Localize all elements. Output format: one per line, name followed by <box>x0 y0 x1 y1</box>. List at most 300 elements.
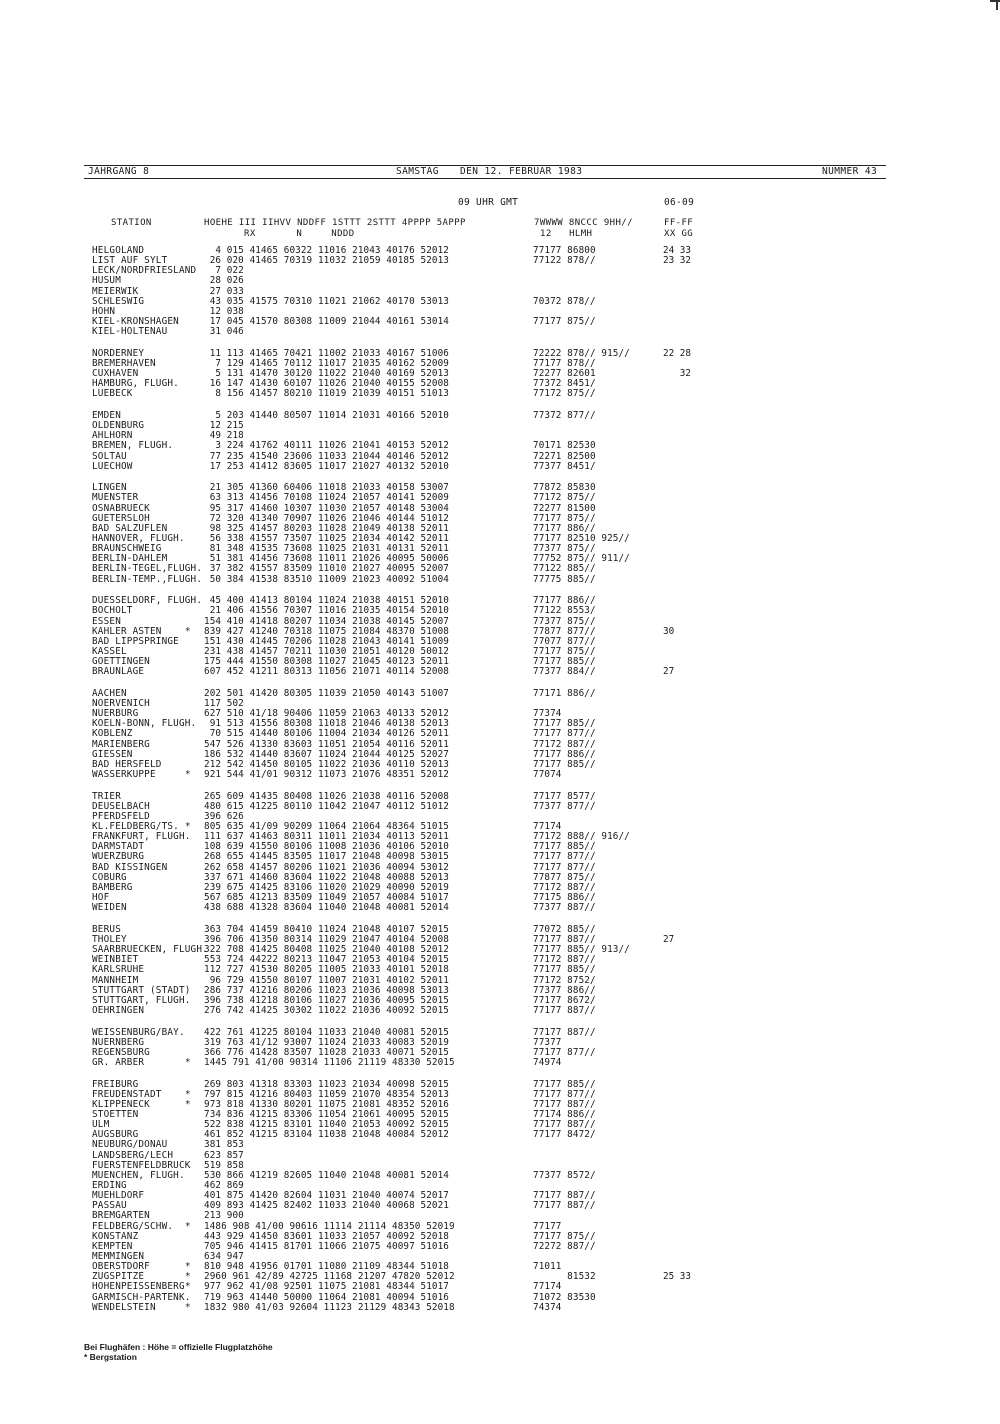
mountain-marker: * <box>185 1056 191 1068</box>
extra-codes: 77377 884// <box>533 666 596 678</box>
gust-values: 22 28 <box>663 347 691 359</box>
nummer: NUMMER 43 <box>822 166 878 177</box>
station-name: NUERNBERG <box>92 1036 145 1048</box>
gust-values: 24 33 <box>663 245 691 256</box>
synop-codes: 396 706 41350 80314 11029 21047 40104 52008 <box>204 933 449 945</box>
synop-codes: 547 526 41330 83603 11051 21054 40116 52011 <box>204 738 449 750</box>
station-name: KASSEL <box>92 645 127 657</box>
station-name: BAD HERSFELD <box>92 758 162 770</box>
synop-codes: 381 853 <box>204 1139 244 1151</box>
synop-codes: 607 452 41211 80313 11056 21071 40114 52008 <box>204 666 449 678</box>
synop-codes: 8 156 41457 80210 11019 21039 40151 51013 <box>204 388 449 400</box>
table-row <box>92 575 912 585</box>
station-name: HOHENPEISSENBERG <box>92 1281 185 1293</box>
col-codes-2: RX N NDDD <box>244 229 355 239</box>
extra-codes: 77177 8672/ <box>533 994 596 1006</box>
extra-codes: 77177 877// <box>533 861 596 873</box>
synop-codes: 37 382 41557 83509 11010 21027 40095 52007 <box>204 563 449 575</box>
extra-codes: 77072 885// <box>533 923 596 935</box>
station-name: KL.FELDBERG/TS. <box>92 821 179 833</box>
station-name: WEIDEN <box>92 902 127 914</box>
station-name: BERLIN-TEMP.,FLUGH. <box>92 573 203 585</box>
extra-codes: 77172 887// <box>533 738 596 750</box>
extra-codes: 72277 81500 <box>533 502 596 514</box>
station-name: WEINBIET <box>92 954 139 966</box>
station-name: LANDSBERG/LECH <box>92 1149 174 1161</box>
table-row <box>92 606 912 616</box>
extra-codes: 77177 887// <box>533 1190 596 1202</box>
mountain-marker: * <box>185 768 191 780</box>
extra-codes: 77177 887// <box>533 1004 596 1016</box>
synop-codes: 12 038 <box>204 305 244 317</box>
extra-codes: 77172 8752/ <box>533 974 596 986</box>
station-name: KLIPPENECK <box>92 1098 150 1110</box>
synop-codes: 269 803 41318 83303 11023 21034 40098 52015 <box>204 1078 449 1090</box>
synop-codes: 5 203 41440 80507 11014 21031 40166 52010 <box>204 409 449 421</box>
synop-codes: 112 727 41530 80205 11005 21033 40101 52018 <box>204 964 449 976</box>
table-row <box>92 441 912 451</box>
station-group <box>92 349 912 400</box>
extra-codes: 71011 <box>533 1261 562 1273</box>
station-name: GOETTINGEN <box>92 656 150 668</box>
mountain-marker: * <box>185 1271 191 1283</box>
station-name: PFERDSFELD <box>92 810 150 822</box>
synop-codes: 77 235 41540 23606 11033 21044 40146 52012 <box>204 450 449 462</box>
synop-codes: 553 724 44222 80213 11047 21053 40104 52015 <box>204 954 449 966</box>
table-row <box>92 389 912 399</box>
extra-codes: 77177 878// <box>533 357 596 369</box>
synop-codes: 2960 961 42/89 42725 11168 21207 47820 52012 <box>204 1271 455 1283</box>
table-row <box>92 462 912 472</box>
synop-codes: 530 866 41219 82605 11040 21048 40081 52014 <box>204 1169 449 1181</box>
synop-codes: 11 113 41465 70421 11002 21033 40167 51006 <box>204 347 449 359</box>
extra-codes: 77372 877// <box>533 409 596 421</box>
synop-codes: 7 129 41465 70112 11017 21035 40162 52009 <box>204 357 449 369</box>
station-name: FREIBURG <box>92 1078 139 1090</box>
station-name: AUGSBURG <box>92 1129 139 1141</box>
station-name: BREMGARTEN <box>92 1210 150 1222</box>
synop-codes: 151 430 41445 70206 11028 21043 40141 51009 <box>204 635 449 647</box>
station-name: BRAUNLAGE <box>92 666 145 678</box>
synop-codes: 265 609 41435 80408 11026 21038 40116 52008 <box>204 790 449 802</box>
synop-codes: 422 761 41225 80104 11033 21040 40081 52015 <box>204 1026 449 1038</box>
synop-codes: 810 948 41956 01701 11080 21109 48344 51018 <box>204 1261 449 1273</box>
extra-codes: 77377 <box>533 1036 562 1048</box>
synop-codes: 319 763 41/12 93007 11024 21033 40083 52019 <box>204 1036 449 1048</box>
extra-codes: 77177 8472/ <box>533 1129 596 1141</box>
synop-codes: 202 501 41420 80305 11039 21050 40143 51007 <box>204 687 449 699</box>
station-name: MUEHLDORF <box>92 1190 145 1202</box>
synop-codes: 805 635 41/09 90209 11064 21064 48364 51015 <box>204 821 449 833</box>
extra-codes: 72277 82601 <box>533 368 596 380</box>
extra-codes: 77177 877// <box>533 1088 596 1100</box>
synop-codes: 43 035 41575 70310 11021 21062 40170 53013 <box>204 295 449 307</box>
synop-codes: 262 658 41457 80206 11021 21036 40094 53012 <box>204 861 449 873</box>
extra-codes: 77177 877// <box>533 1046 596 1058</box>
synop-codes: 396 738 41218 80106 11027 21036 40095 52015 <box>204 994 449 1006</box>
extra-codes: 77174 <box>533 821 562 833</box>
synop-codes: 28 026 <box>204 275 244 287</box>
station-name: MUENCHEN, FLUGH. <box>92 1169 185 1181</box>
col-ext-2: 12 HLMH <box>540 229 593 239</box>
extra-codes: 77177 885// 913// <box>533 944 630 956</box>
station-name: KIEL-HOLTENAU <box>92 326 168 338</box>
synop-codes: 396 626 <box>204 810 244 822</box>
station-name: BREMEN, FLUGH. <box>92 440 174 452</box>
extra-codes: 77177 875// <box>533 512 596 524</box>
station-name: GARMISCH-PARTENK. <box>92 1291 191 1303</box>
station-name: LIST AUF SYLT <box>92 255 168 267</box>
extra-codes: 77177 885// <box>533 718 596 730</box>
station-group <box>92 792 912 914</box>
extra-codes: 77177 887// <box>533 1098 596 1110</box>
extra-codes: 77177 885// <box>533 1078 596 1090</box>
station-group <box>92 925 912 1016</box>
synop-codes: 16 147 41430 60107 11026 21040 40155 52008 <box>204 378 449 390</box>
synop-codes: 63 313 41456 70108 11024 21057 40141 52009 <box>204 492 449 504</box>
station-name: DEUSELBACH <box>92 800 150 812</box>
extra-codes: 77122 8553/ <box>533 605 596 617</box>
extra-codes: 77177 886// <box>533 748 596 760</box>
station-name: HOHN <box>92 305 116 317</box>
extra-codes: 77171 886// <box>533 687 596 699</box>
extra-codes: 71072 83530 <box>533 1291 596 1303</box>
col-ff-2: XX GG <box>664 229 694 239</box>
extra-codes: 77172 887// <box>533 954 596 966</box>
station-name: SAARBRUECKEN, FLUGH. <box>92 944 208 956</box>
station-name: GUETERSLOH <box>92 512 150 524</box>
synop-codes: 231 438 41457 70211 11030 21051 40120 50012 <box>204 645 449 657</box>
station-name: REGENSBURG <box>92 1046 150 1058</box>
station-name: SOLTAU <box>92 450 127 462</box>
synop-codes: 977 962 41/08 92501 11075 21081 48344 51017 <box>204 1281 449 1293</box>
extra-codes: 70372 878// <box>533 295 596 307</box>
synop-codes: 719 963 41440 50000 11064 21081 40094 51016 <box>204 1291 449 1303</box>
extra-codes: 77172 875// <box>533 388 596 400</box>
synop-codes: 21 406 41556 70307 11016 21035 40154 52010 <box>204 605 449 617</box>
station-name: MEMMINGEN <box>92 1251 145 1263</box>
extra-codes: 77122 885// <box>533 563 596 575</box>
station-name: BERLIN-DAHLEM <box>92 553 168 565</box>
synop-codes: 1486 908 41/00 90616 11114 21114 48350 52019 <box>204 1220 455 1232</box>
station-name: FREUDENSTADT <box>92 1088 162 1100</box>
synop-codes: 268 655 41445 83505 11017 21048 40098 53015 <box>204 851 449 863</box>
col-station: STATION <box>111 218 152 228</box>
synop-codes: 366 776 41428 83507 11028 21033 40071 52015 <box>204 1046 449 1058</box>
extra-codes: 77377 8572/ <box>533 1169 596 1181</box>
synop-codes: 623 857 <box>204 1149 244 1161</box>
extra-codes: 77177 877// <box>533 728 596 740</box>
station-name: BERLIN-TEGEL,FLUGH. <box>92 563 203 575</box>
extra-codes: 81532 <box>533 1271 596 1283</box>
station-name: TRIER <box>92 790 121 802</box>
extra-codes: 77174 <box>533 1281 562 1293</box>
extra-codes: 77172 887// <box>533 881 596 893</box>
station-name: BREMERHAVEN <box>92 357 156 369</box>
synop-codes: 98 325 41457 80203 11028 21049 40138 52011 <box>204 522 449 534</box>
extra-codes: 77177 886// <box>533 522 596 534</box>
synop-codes: 4 015 41465 60322 11016 21043 40176 52012 <box>204 245 449 256</box>
extra-codes: 77177 875// <box>533 315 596 327</box>
synop-codes: 3 224 41762 40111 11026 21041 40153 52012 <box>204 440 449 452</box>
extra-codes: 77177 875// <box>533 1230 596 1242</box>
extra-codes: 77377 887// <box>533 902 596 914</box>
synop-codes: 522 838 41215 83101 11040 21053 40092 52015 <box>204 1119 449 1131</box>
synop-codes: 91 513 41556 80308 11018 21046 40138 52013 <box>204 718 449 730</box>
station-name: STOETTEN <box>92 1109 139 1121</box>
station-name: FUERSTENFELDBRUCK <box>92 1159 191 1171</box>
extra-codes: 72271 82500 <box>533 450 596 462</box>
station-group <box>92 246 912 337</box>
extra-codes: 77177 886// <box>533 595 596 607</box>
mountain-marker: * <box>185 625 191 637</box>
station-name: BOCHOLT <box>92 605 133 617</box>
synop-codes: 363 704 41459 80410 11024 21048 40107 52015 <box>204 923 449 935</box>
extra-codes: 77177 <box>533 1220 562 1232</box>
table-row <box>92 327 912 337</box>
station-name: WENDELSTEIN <box>92 1301 156 1313</box>
synop-codes: 21 305 41360 60406 11018 21033 40158 53007 <box>204 482 449 494</box>
table-row <box>92 903 912 913</box>
extra-codes: 77177 877// <box>533 851 596 863</box>
station-group <box>92 596 912 677</box>
synop-codes: 627 510 41/18 90406 11059 21063 40133 52012 <box>204 708 449 720</box>
table-row <box>92 1058 912 1068</box>
station-name: DARMSTADT <box>92 841 145 853</box>
gust-values: 32 <box>663 368 691 380</box>
synop-codes: 17 045 41570 80308 11009 21044 40161 53014 <box>204 315 449 327</box>
extra-codes: 77177 887// <box>533 933 596 945</box>
station-name: COBURG <box>92 871 127 883</box>
synop-codes: 462 869 <box>204 1180 244 1192</box>
date: DEN 12. FEBRUAR 1983 <box>460 166 583 177</box>
table-row <box>92 770 912 780</box>
col-codes: HOEHE III IIHVV NDDFF 1STTT 2STTT 4PPPP 5APPP <box>204 218 466 228</box>
station-name: ESSEN <box>92 615 121 627</box>
station-name: KAHLER ASTEN <box>92 625 162 637</box>
extra-codes: 74374 <box>533 1301 562 1313</box>
station-name: OLDENBURG <box>92 420 145 432</box>
synop-codes: 26 020 41465 70319 11032 21059 40185 52013 <box>204 255 449 267</box>
station-name: NORDERNEY <box>92 347 145 359</box>
station-name: PASSAU <box>92 1200 127 1212</box>
synop-codes: 921 544 41/01 90312 11073 21076 48351 52012 <box>204 768 449 780</box>
extra-codes: 77177 875// <box>533 645 596 657</box>
station-name: OSNABRUECK <box>92 502 150 514</box>
synop-codes: 31 046 <box>204 326 244 338</box>
synop-codes: 50 384 41538 83510 11009 21023 40092 51004 <box>204 573 449 585</box>
jahrgang: JAHRGANG 8 <box>88 166 150 177</box>
station-name: GR. ARBER <box>92 1056 145 1068</box>
station-name: NUERBURG <box>92 708 139 720</box>
synop-codes: 461 852 41215 83104 11038 21048 40084 52012 <box>204 1129 449 1141</box>
table-row <box>92 1303 912 1313</box>
station-name: KIEL-KRONSHAGEN <box>92 315 179 327</box>
station-name: MEIERWIK <box>92 285 139 297</box>
synop-codes: 239 675 41425 83106 11020 21029 40090 52019 <box>204 881 449 893</box>
gust-values: 30 <box>663 625 675 637</box>
synop-codes: 276 742 41425 30302 11022 21036 40092 52015 <box>204 1004 449 1016</box>
extra-codes: 77077 877// <box>533 635 596 647</box>
station-name: WUERZBURG <box>92 851 145 863</box>
station-name: ZUGSPITZE <box>92 1271 145 1283</box>
station-name: NEUBURG/DONAU <box>92 1139 168 1151</box>
station-name: HAMBURG, FLUGH. <box>92 378 179 390</box>
extra-codes: 77122 878// <box>533 255 596 267</box>
extra-codes: 77374 <box>533 708 562 720</box>
mountain-marker: * <box>185 1098 191 1110</box>
mountain-marker: * <box>185 821 191 833</box>
corner-mark <box>996 0 998 10</box>
extra-codes: 77177 885// <box>533 656 596 668</box>
extra-codes: 77177 887// <box>533 1119 596 1131</box>
table-row <box>92 667 912 677</box>
station-name: AACHEN <box>92 687 127 699</box>
extra-codes: 77377 875// <box>533 543 596 555</box>
synop-codes: 27 033 <box>204 285 244 297</box>
range-label: 06-09 <box>664 197 695 208</box>
synop-codes: 72 320 41340 70907 11026 21046 40144 51012 <box>204 512 449 524</box>
extra-codes: 72222 878// 915// <box>533 347 630 359</box>
synop-codes: 409 893 41425 82402 11033 21040 40068 52021 <box>204 1200 449 1212</box>
station-name: WEISSENBURG/BAY. <box>92 1026 185 1038</box>
station-group <box>92 1080 912 1313</box>
synop-codes: 337 671 41460 83604 11022 21048 40088 52013 <box>204 871 449 883</box>
station-name: STUTTGART (STADT) <box>92 984 191 996</box>
extra-codes: 77177 885// <box>533 758 596 770</box>
mountain-marker: * <box>185 1088 191 1100</box>
extra-codes: 77377 8451/ <box>533 460 596 472</box>
synop-codes: 56 338 41557 73507 11025 21034 40142 52011 <box>204 533 449 545</box>
synop-codes: 443 929 41450 83601 11033 21057 40092 52018 <box>204 1230 449 1242</box>
synop-codes: 734 836 41215 83306 11054 21061 40095 52015 <box>204 1109 449 1121</box>
station-name: LINGEN <box>92 482 127 494</box>
station-name: KOBLENZ <box>92 728 133 740</box>
station-group <box>92 483 912 584</box>
station-name: BERUS <box>92 923 121 935</box>
extra-codes: 77372 8451/ <box>533 378 596 390</box>
extra-codes: 77172 875// <box>533 492 596 504</box>
extra-codes: 72272 887// <box>533 1240 596 1252</box>
synop-codes: 117 502 <box>204 697 244 709</box>
gust-values: 25 33 <box>663 1271 691 1283</box>
synop-codes: 175 444 41550 80308 11027 21045 40123 52011 <box>204 656 449 668</box>
extra-codes: 77177 82510 925// <box>533 533 630 545</box>
synop-codes: 108 639 41550 80106 11008 21036 40106 52010 <box>204 841 449 853</box>
col-ff: FF-FF <box>664 218 694 228</box>
extra-codes: 74974 <box>533 1056 562 1068</box>
station-name: LECK/NORDFRIESLAND <box>92 265 197 277</box>
station-name: KARLSRUHE <box>92 964 145 976</box>
synop-codes: 1832 980 41/03 92604 11123 21129 48343 52018 <box>204 1301 455 1313</box>
station-name: HOF <box>92 892 110 904</box>
station-name: AHLHORN <box>92 430 133 442</box>
station-name: BAD SALZUFLEN <box>92 522 168 534</box>
synop-codes: 111 637 41463 80311 11011 21034 40113 52011 <box>204 831 449 843</box>
station-name: BAD LIPPSPRINGE <box>92 635 179 647</box>
synop-codes: 186 532 41440 83607 11024 21044 40125 52027 <box>204 748 449 760</box>
station-name: KOELN-BONN, FLUGH. <box>92 718 197 730</box>
synop-codes: 96 729 41550 80107 11007 21031 40102 52011 <box>204 974 449 986</box>
footnotes <box>84 1342 273 1362</box>
station-name: NOERVENICH <box>92 697 150 709</box>
synop-codes: 322 708 41425 80408 11025 21040 40108 52012 <box>204 944 449 956</box>
synop-codes: 154 410 41418 80207 11034 21038 40145 52007 <box>204 615 449 627</box>
footnote-mountain: * Bergstation <box>84 1352 137 1362</box>
samstag: SAMSTAG <box>396 166 439 177</box>
mountain-marker: * <box>185 1301 191 1313</box>
extra-codes: 77177 887// <box>533 1200 596 1212</box>
header-bar <box>84 165 886 179</box>
synop-codes: 286 737 41216 80206 11023 21036 40098 53013 <box>204 984 449 996</box>
station-name: BRAUNSCHWEIG <box>92 543 162 555</box>
gust-values: 27 <box>663 933 675 945</box>
synop-codes: 213 900 <box>204 1210 244 1222</box>
mountain-marker: * <box>185 1220 191 1232</box>
extra-codes: 77177 86800 <box>533 245 596 256</box>
synop-codes: 212 542 41450 80105 11022 21036 40110 52013 <box>204 758 449 770</box>
station-group <box>92 689 912 780</box>
extra-codes: 77872 85830 <box>533 482 596 494</box>
table-row <box>92 1006 912 1016</box>
station-name: FRANKFURT, FLUGH. <box>92 831 191 843</box>
uhr-label: 09 UHR GMT <box>458 197 519 208</box>
extra-codes: 77775 885// <box>533 573 596 585</box>
station-name: HUSUM <box>92 275 121 287</box>
station-name: EMDEN <box>92 409 121 421</box>
extra-codes: 77172 888// 916// <box>533 831 630 843</box>
synop-codes: 45 400 41413 80104 11024 21038 40151 52010 <box>204 595 449 607</box>
synop-codes: 95 317 41460 10307 11030 21057 40148 53004 <box>204 502 449 514</box>
extra-codes: 77877 877// <box>533 625 596 637</box>
footnote-airports: Bei Flughäfen : Höhe = offizielle Flugplatzhöhe <box>84 1342 273 1352</box>
station-group <box>92 1028 912 1069</box>
station-name: CUXHAVEN <box>92 368 139 380</box>
synop-codes: 1445 791 41/00 90314 11106 21119 48330 52015 <box>204 1056 455 1068</box>
mountain-marker: * <box>185 1261 191 1273</box>
extra-codes: 77752 875// 911// <box>533 553 630 565</box>
station-name: KEMPTEN <box>92 1240 133 1252</box>
extra-codes: 77177 885// <box>533 964 596 976</box>
synop-codes: 839 427 41240 70318 11075 21084 48370 51008 <box>204 625 449 637</box>
station-name: MARIENBERG <box>92 738 150 750</box>
extra-codes: 77877 875// <box>533 871 596 883</box>
corner-mark <box>990 0 1000 2</box>
synop-codes: 634 947 <box>204 1251 244 1263</box>
station-name: HANNOVER, FLUGH. <box>92 533 185 545</box>
station-name: THOLEY <box>92 933 127 945</box>
station-name: LUECHOW <box>92 460 133 472</box>
synop-codes: 5 131 41470 30120 11022 21040 40169 52013 <box>204 368 449 380</box>
station-name: WASSERKUPPE <box>92 768 156 780</box>
gust-values: 27 <box>663 666 675 678</box>
extra-codes: 77177 8577/ <box>533 790 596 802</box>
station-name: BAD KISSINGEN <box>92 861 168 873</box>
extra-codes: 77074 <box>533 768 562 780</box>
synop-codes: 51 381 41456 73608 11011 21026 40095 50006 <box>204 553 449 565</box>
station-group <box>92 411 912 472</box>
synop-codes: 705 946 41415 81701 11066 21075 40097 51016 <box>204 1240 449 1252</box>
mountain-marker: * <box>185 1281 191 1293</box>
synop-codes: 438 688 41328 83604 11040 21048 40081 52014 <box>204 902 449 914</box>
station-name: DUESSELDORF, FLUGH. <box>92 595 203 607</box>
synop-codes: 519 858 <box>204 1159 244 1171</box>
extra-codes: 70171 82530 <box>533 440 596 452</box>
station-name: OBERSTDORF <box>92 1261 150 1273</box>
synop-codes: 17 253 41412 83605 11017 21027 40132 52010 <box>204 460 449 472</box>
gust-values: 23 32 <box>663 255 691 267</box>
station-name: LUEBECK <box>92 388 133 400</box>
